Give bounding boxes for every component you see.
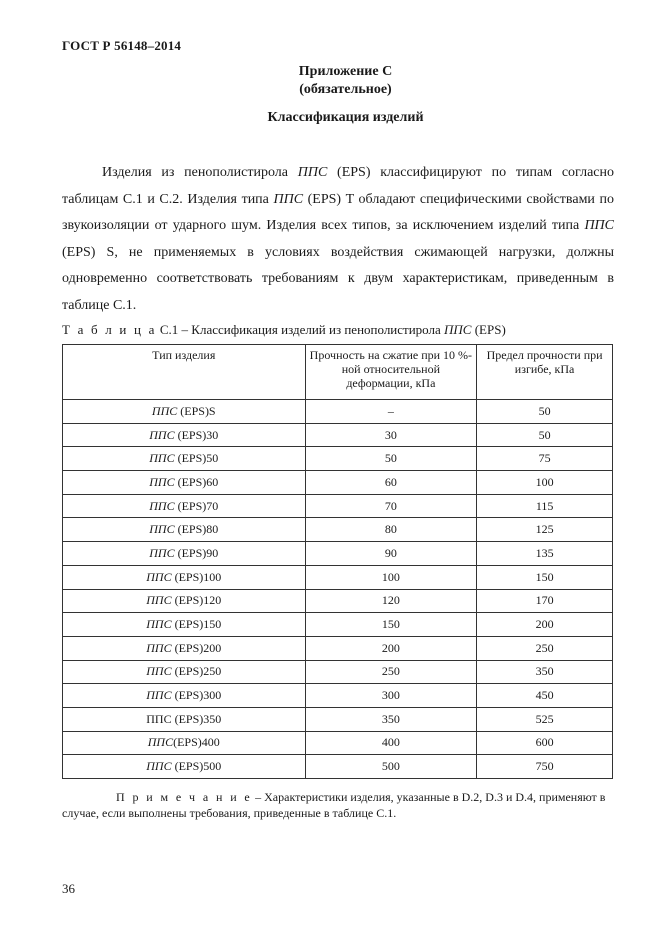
body-text-italic: ППС bbox=[584, 218, 614, 233]
table-caption bbox=[62, 322, 506, 338]
cell-product-type bbox=[63, 755, 306, 779]
cell-compression-strength: 50 bbox=[305, 447, 477, 471]
cell-compression-strength: 300 bbox=[305, 684, 477, 708]
product-type-prefix: ППС bbox=[149, 474, 175, 489]
cell-compression-strength: 400 bbox=[305, 731, 477, 755]
header-compression-strength: Прочность на сжатие при 10 %-ной относительной деформации, кПа bbox=[305, 345, 477, 400]
cell-product-type bbox=[63, 447, 306, 471]
body-text-italic: ППС bbox=[297, 165, 328, 180]
product-type-suffix: (EPS)200 bbox=[171, 640, 222, 655]
cell-bending-strength: 750 bbox=[477, 755, 613, 779]
cell-product-type bbox=[63, 684, 306, 708]
cell-compression-strength: 150 bbox=[305, 613, 477, 637]
cell-bending-strength: 250 bbox=[477, 636, 613, 660]
product-type-prefix: ППС bbox=[146, 569, 172, 584]
product-type-suffix: (EPS)500 bbox=[171, 759, 222, 774]
table-row bbox=[63, 589, 613, 613]
header-bending-strength: Предел прочности при изгибе, кПа bbox=[477, 345, 613, 400]
cell-product-type bbox=[63, 400, 306, 424]
product-type-suffix: ППС (EPS)350 bbox=[146, 711, 222, 726]
table-row bbox=[63, 684, 613, 708]
table-row bbox=[63, 636, 613, 660]
product-type-prefix: ППС bbox=[146, 593, 172, 608]
table-row bbox=[63, 755, 613, 779]
cell-bending-strength: 135 bbox=[477, 542, 613, 566]
document-header: ГОСТ Р 56148–2014 bbox=[62, 38, 182, 53]
cell-compression-strength: 90 bbox=[305, 542, 477, 566]
product-type-suffix: (EPS)70 bbox=[174, 498, 219, 513]
product-type-prefix: ППС bbox=[149, 522, 175, 537]
product-type-prefix: ППС bbox=[146, 688, 172, 703]
cell-compression-strength: – bbox=[305, 400, 477, 424]
cell-product-type bbox=[63, 613, 306, 637]
product-type-suffix: (EPS)50 bbox=[174, 451, 219, 466]
cell-compression-strength: 500 bbox=[305, 755, 477, 779]
body-text-part: Изделия из пенополистирола bbox=[102, 165, 298, 180]
cell-compression-strength: 250 bbox=[305, 660, 477, 684]
table-row bbox=[63, 400, 613, 424]
header-product-type: Тип изделия bbox=[63, 345, 306, 400]
appendix-title: Приложение С bbox=[298, 64, 393, 79]
table-header-row bbox=[63, 345, 613, 400]
product-type-suffix: (EPS)90 bbox=[174, 545, 219, 560]
product-type-prefix: ППС bbox=[151, 403, 178, 418]
cell-bending-strength: 100 bbox=[477, 471, 613, 495]
body-text-italic: ППС bbox=[273, 191, 304, 207]
cell-bending-strength: 525 bbox=[477, 707, 613, 731]
cell-compression-strength: 120 bbox=[305, 589, 477, 613]
cell-bending-strength: 600 bbox=[477, 731, 613, 755]
body-paragraph bbox=[62, 160, 614, 319]
cell-product-type bbox=[63, 731, 306, 755]
cell-compression-strength: 100 bbox=[305, 565, 477, 589]
cell-bending-strength: 450 bbox=[477, 684, 613, 708]
cell-product-type bbox=[63, 660, 306, 684]
cell-bending-strength: 170 bbox=[477, 589, 613, 613]
cell-product-type bbox=[63, 707, 306, 731]
appendix-status: (обязательное) bbox=[299, 82, 392, 97]
cell-product-type bbox=[63, 589, 306, 613]
product-type-suffix: (EPS)S bbox=[177, 403, 216, 418]
cell-compression-strength: 60 bbox=[305, 471, 477, 495]
product-type-suffix: (EPS)250 bbox=[171, 664, 222, 679]
cell-compression-strength: 200 bbox=[305, 636, 477, 660]
body-text-part: (EPS) S, не применяемых в условиях воздействия сжимающей нагрузки, должны одновременно соответствовать требованиям к двум характеристикам, приведенным в таблице С.1. bbox=[62, 244, 614, 313]
cell-bending-strength: 150 bbox=[477, 565, 613, 589]
table-caption-end: (EPS) bbox=[471, 322, 506, 337]
cell-bending-strength: 50 bbox=[477, 423, 613, 447]
table-caption-label: Т а б л и ц а bbox=[62, 322, 157, 337]
table-row bbox=[63, 613, 613, 637]
cell-compression-strength: 70 bbox=[305, 494, 477, 518]
body-text-part: (EPS) классифицируют по типам согласно таблицам С.1 и С.2. Изделия типа bbox=[62, 165, 614, 207]
cell-compression-strength: 350 bbox=[305, 707, 477, 731]
cell-compression-strength: 80 bbox=[305, 518, 477, 542]
product-type-suffix: (EPS)60 bbox=[174, 474, 219, 489]
cell-bending-strength: 75 bbox=[477, 447, 613, 471]
product-type-prefix: ППС bbox=[146, 664, 172, 679]
product-type-suffix: (EPS)120 bbox=[171, 593, 222, 608]
page-number: 36 bbox=[62, 881, 75, 896]
table-row bbox=[63, 542, 613, 566]
product-type-prefix: ППС bbox=[146, 640, 172, 655]
cell-product-type bbox=[63, 471, 306, 495]
product-type-prefix: ППС bbox=[149, 545, 175, 560]
table-caption-italic: ППС bbox=[444, 322, 472, 337]
product-type-prefix: ППС bbox=[149, 427, 175, 442]
table-row bbox=[63, 731, 613, 755]
cell-compression-strength: 30 bbox=[305, 423, 477, 447]
product-type-suffix: (EPS)300 bbox=[171, 688, 222, 703]
appendix-heading: Классификация изделий bbox=[267, 110, 424, 125]
cell-bending-strength: 200 bbox=[477, 613, 613, 637]
product-type-suffix: (EPS)100 bbox=[171, 569, 222, 584]
note-text: – Характеристики изделия, указанные в D.2, D.3 и D.4, применяют в случае, если выполнены требования, приведенные в таблице С.1. bbox=[62, 790, 606, 820]
table-caption-text: С.1 – Классификация изделий из пенополистирола bbox=[156, 322, 445, 337]
body-text-part: (EPS) T обладают специфическими свойствами по звукоизоляции от ударного шум. Изделия всех типов, за исключением изделий типа bbox=[62, 191, 614, 233]
product-type-suffix: (EPS)400 bbox=[173, 735, 220, 750]
product-type-prefix: ППС bbox=[147, 735, 174, 750]
cell-bending-strength: 125 bbox=[477, 518, 613, 542]
table-row bbox=[63, 707, 613, 731]
cell-bending-strength: 350 bbox=[477, 660, 613, 684]
product-type-suffix: (EPS)80 bbox=[174, 522, 219, 537]
table-row bbox=[63, 423, 613, 447]
cell-product-type bbox=[63, 494, 306, 518]
cell-bending-strength: 50 bbox=[477, 400, 613, 424]
classification-table bbox=[62, 344, 613, 779]
table-row bbox=[63, 471, 613, 495]
product-type-prefix: ППС bbox=[146, 617, 172, 632]
table-row bbox=[63, 660, 613, 684]
product-type-prefix: ППС bbox=[149, 498, 175, 513]
product-type-prefix: ППС bbox=[146, 759, 172, 774]
cell-bending-strength: 115 bbox=[477, 494, 613, 518]
note-label: П р и м е ч а н и е bbox=[116, 790, 253, 804]
table-row bbox=[63, 518, 613, 542]
product-type-suffix: (EPS)30 bbox=[174, 427, 219, 442]
table-note bbox=[62, 789, 614, 821]
table-row bbox=[63, 565, 613, 589]
cell-product-type bbox=[63, 423, 306, 447]
table-row bbox=[63, 447, 613, 471]
cell-product-type bbox=[63, 565, 306, 589]
product-type-suffix: (EPS)150 bbox=[171, 617, 222, 632]
cell-product-type bbox=[63, 636, 306, 660]
cell-product-type bbox=[63, 542, 306, 566]
table-row bbox=[63, 494, 613, 518]
product-type-prefix: ППС bbox=[149, 451, 175, 466]
table-body bbox=[63, 400, 613, 779]
cell-product-type bbox=[63, 518, 306, 542]
